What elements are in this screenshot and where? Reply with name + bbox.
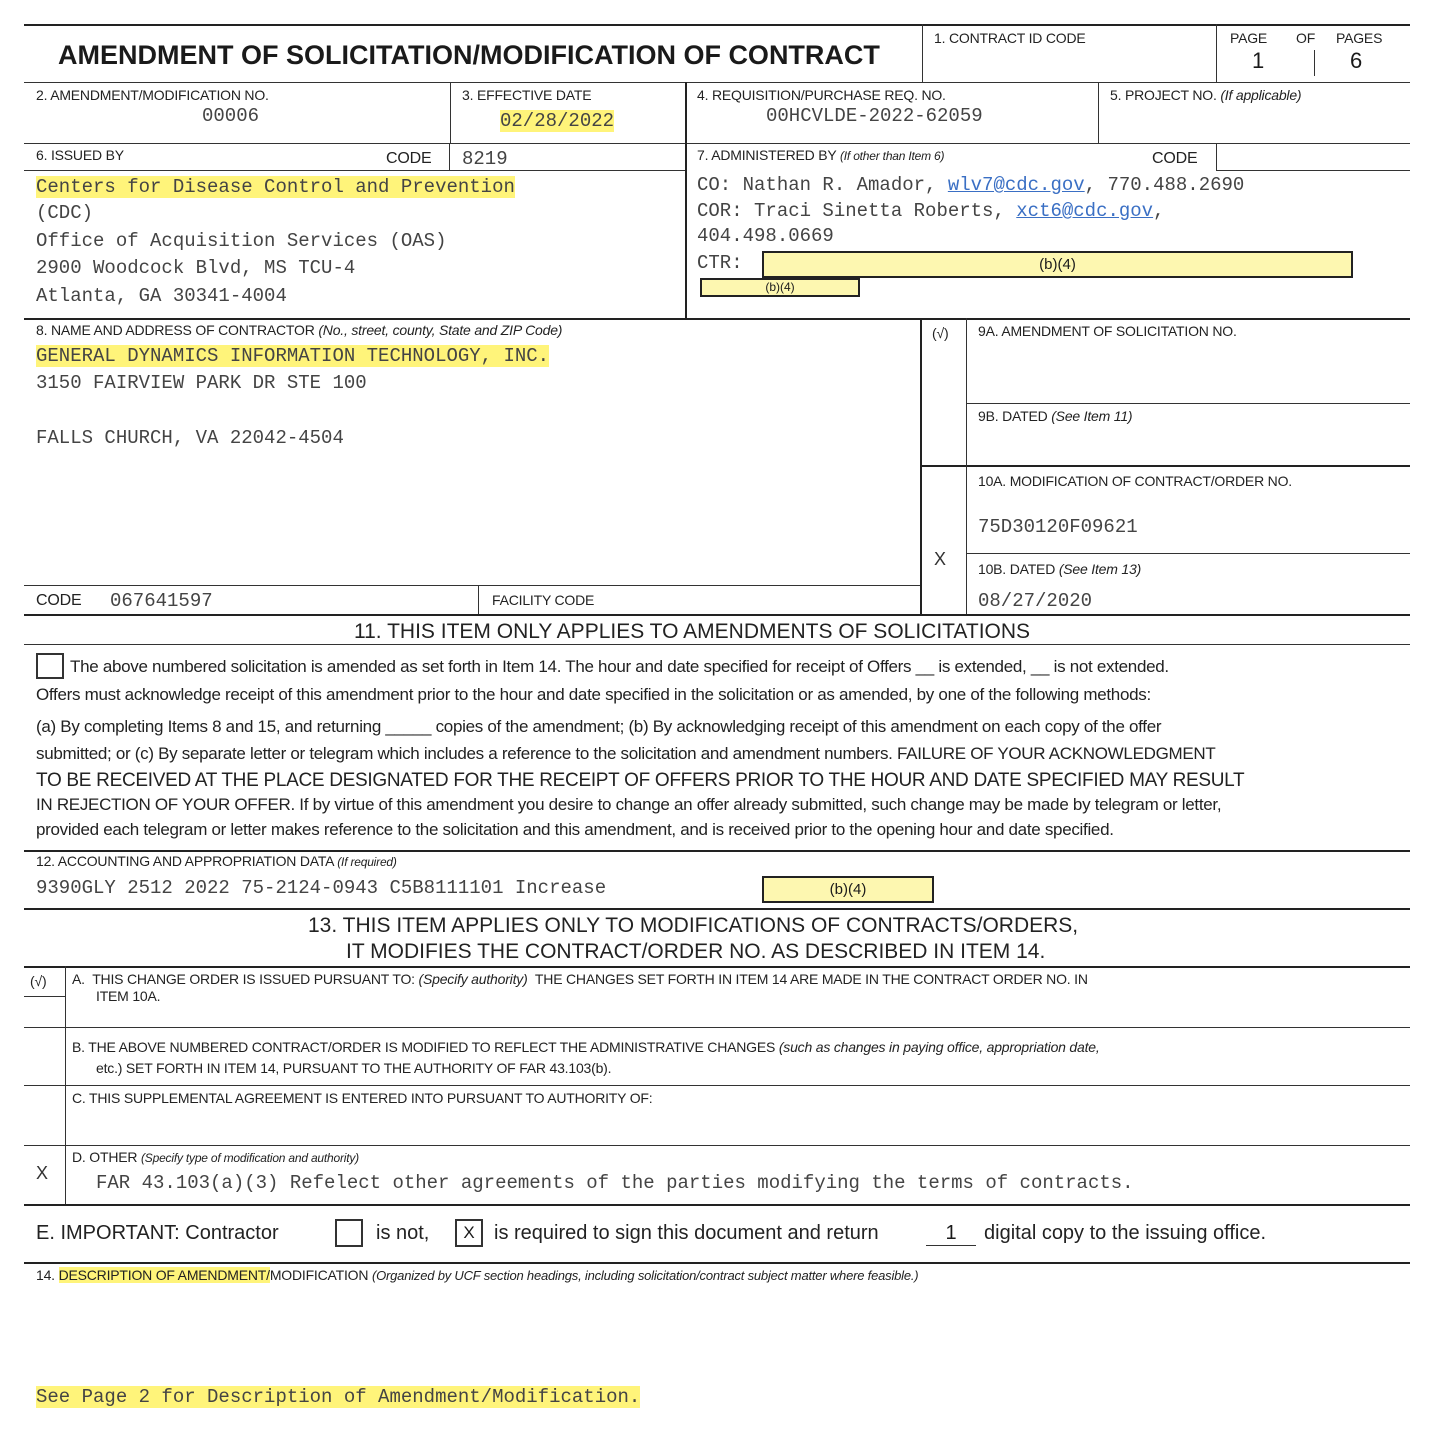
rule-11 bbox=[24, 614, 1410, 616]
item13-d-value: FAR 43.103(a)(3) Refelect other agreements of the parties modifying the terms of contracts. bbox=[96, 1172, 1134, 1194]
rule-12 bbox=[24, 850, 1410, 852]
item11-line7: provided each telegram or letter makes reference to the solicitation and this amendment, and is received prior to the opening hour and date specified. bbox=[36, 820, 1114, 839]
rule-row3 bbox=[24, 143, 1410, 144]
cor-email-link[interactable]: xct6@cdc.gov bbox=[1016, 200, 1154, 222]
10b-value: 08/27/2020 bbox=[978, 590, 1093, 612]
issuer-line4: 2900 Woodcock Blvd, MS TCU-4 bbox=[36, 257, 356, 279]
rule-13b bbox=[24, 1027, 1410, 1028]
ctr-redaction-1: (b)(4) bbox=[762, 251, 1353, 278]
vrule-2c bbox=[1098, 82, 1099, 143]
rule-code bbox=[24, 585, 920, 586]
rule-13d bbox=[24, 1145, 1410, 1146]
page-number: 1 bbox=[1252, 48, 1265, 73]
page-label: PAGE bbox=[1230, 30, 1268, 46]
rule-13a bbox=[24, 966, 1410, 968]
item11-title: 11. THIS ITEM ONLY APPLIES TO AMENDMENTS OF SOLICITATIONS bbox=[354, 620, 1031, 643]
vrule-check2 bbox=[966, 318, 967, 614]
requisition-value: 00HCVLDE-2022-62059 bbox=[766, 105, 983, 127]
rule-9b bbox=[966, 403, 1410, 404]
effective-date-value: 02/28/2022 bbox=[500, 110, 615, 132]
rule-row4 bbox=[24, 318, 1410, 320]
issuer-line3: Office of Acquisition Services (OAS) bbox=[36, 230, 447, 252]
issuer-line5: Atlanta, GA 30341-4004 bbox=[36, 285, 287, 307]
rule-13check-under bbox=[24, 996, 65, 997]
10a-label: 10A. MODIFICATION OF CONTRACT/ORDER NO. bbox=[978, 473, 1292, 489]
is-not-checkbox[interactable] bbox=[335, 1219, 363, 1247]
issuer-name: Centers for Disease Control and Prevention bbox=[36, 176, 515, 198]
item14-label: 14. DESCRIPTION OF AMENDMENT/MODIFICATION (Organized by UCF section headings, including solicitation/contract subject matter where feasible.) bbox=[36, 1267, 919, 1283]
rule-10b bbox=[966, 553, 1410, 554]
rule-row2 bbox=[24, 82, 1410, 83]
item11-line1: The above numbered solicitation is amended as set forth in Item 14. The hour and date specified for receipt of Offers __ is extended, __ is not extended. bbox=[70, 657, 1169, 676]
requisition-label: 4. REQUISITION/PURCHASE REQ. NO. bbox=[697, 87, 946, 103]
10b-label: 10B. DATED (See Item 13) bbox=[978, 561, 1142, 577]
9a-label: 9A. AMENDMENT OF SOLICITATION NO. bbox=[978, 323, 1237, 339]
item11-line4: submitted; or (c) By separate letter or telegram which includes a reference to the solicitation and amendment numbers. FAILURE OF YOUR ACKNOWLEDGMENT bbox=[36, 744, 1216, 763]
item11-line5: TO BE RECEIVED AT THE PLACE DESIGNATED FOR THE RECEIPT OF OFFERS PRIOR TO THE HOUR AND DATE SPECIFIED MAY RESULT bbox=[36, 770, 1245, 791]
item14-body: See Page 2 for Description of Amendment/Modification. bbox=[36, 1386, 641, 1408]
item13-d-label: D. OTHER (Specify type of modification and authority) bbox=[72, 1149, 359, 1165]
co-line: CO: Nathan R. Amador, wlv7@cdc.gov, 770.488.2690 bbox=[697, 174, 1245, 196]
pages-label: PAGES bbox=[1336, 30, 1383, 46]
vrule-facility bbox=[478, 585, 479, 614]
is-required-checkbox[interactable]: X bbox=[455, 1219, 483, 1247]
administered-by-label: 7. ADMINISTERED BY (If other than Item 6) bbox=[697, 147, 945, 163]
administered-code-label: CODE bbox=[1152, 150, 1198, 167]
co-email-link[interactable]: wlv7@cdc.gov bbox=[947, 174, 1085, 196]
item11-checkbox[interactable] bbox=[36, 653, 64, 679]
contractor-addr1: 3150 FAIRVIEW PARK DR STE 100 bbox=[36, 372, 367, 394]
issuer-line2: (CDC) bbox=[36, 202, 94, 224]
pages-total: 6 bbox=[1350, 48, 1363, 73]
item-e-mid: is required to sign this document and return bbox=[494, 1222, 879, 1244]
item12-label: 12. ACCOUNTING AND APPROPRIATION DATA (If required) bbox=[36, 853, 397, 869]
vrule-2b bbox=[685, 82, 687, 318]
rule-13 bbox=[24, 908, 1410, 910]
cor-line: COR: Traci Sinetta Roberts, xct6@cdc.gov, bbox=[697, 200, 1165, 222]
issued-code-value: 8219 bbox=[462, 148, 508, 170]
item13-c: C. THIS SUPPLEMENTAL AGREEMENT IS ENTERED INTO PURSUANT TO AUTHORITY OF: bbox=[72, 1090, 653, 1106]
form-title: AMENDMENT OF SOLICITATION/MODIFICATION OF CONTRACT bbox=[58, 40, 880, 70]
rule-14 bbox=[24, 1262, 1410, 1264]
contractor-label: 8. NAME AND ADDRESS OF CONTRACTOR (No., street, county, State and ZIP Code) bbox=[36, 322, 563, 338]
copies-value: 1 bbox=[926, 1222, 976, 1246]
item-e-prefix: E. IMPORTANT: Contractor bbox=[36, 1222, 279, 1244]
vrule-code6 bbox=[449, 143, 450, 170]
item-e-is-not: is not, bbox=[376, 1222, 430, 1244]
item13-title1: 13. THIS ITEM APPLIES ONLY TO MODIFICATIONS OF CONTRACTS/ORDERS, bbox=[308, 914, 1079, 937]
ctr-redaction-2: (b)(4) bbox=[700, 278, 860, 297]
check-header-8: (√) bbox=[932, 325, 949, 341]
effective-date-label: 3. EFFECTIVE DATE bbox=[462, 87, 592, 103]
item13-check-header: (√) bbox=[30, 973, 47, 989]
item11-line6: IN REJECTION OF YOUR OFFER. If by virtue of this amendment you desire to change an offer already submitted, such change may be made by telegram or letter, bbox=[36, 795, 1222, 814]
rule-10a bbox=[920, 465, 1410, 467]
page-divider bbox=[1314, 50, 1315, 76]
vrule-page bbox=[1216, 24, 1217, 82]
vrule-2a bbox=[450, 82, 451, 143]
item13-d-x-mark: X bbox=[36, 1163, 49, 1183]
vrule-check bbox=[920, 318, 922, 614]
9b-label: 9B. DATED (See Item 11) bbox=[978, 408, 1133, 424]
contractor-code-label: CODE bbox=[36, 592, 82, 609]
cor-phone: 404.498.0669 bbox=[697, 225, 834, 247]
item13-title2: IT MODIFIES THE CONTRACT/ORDER NO. AS DESCRIBED IN ITEM 14. bbox=[346, 940, 1046, 963]
contractor-name: GENERAL DYNAMICS INFORMATION TECHNOLOGY, INC. bbox=[36, 345, 550, 367]
rule-row3c bbox=[1216, 170, 1410, 171]
item13-b-line1: B. THE ABOVE NUMBERED CONTRACT/ORDER IS MODIFIED TO REFLECT THE ADMINISTRATIVE CHANGES (such as changes in paying office, appropriation date, bbox=[72, 1039, 1100, 1055]
contractor-code-value: 067641597 bbox=[110, 590, 213, 612]
item12-value: 9390GLY 2512 2022 75-2124-0943 C5B8111101 Increase bbox=[36, 877, 607, 899]
item13-a-line2: ITEM 10A. bbox=[96, 988, 161, 1004]
rule-top bbox=[24, 24, 1410, 26]
item10-x-mark: X bbox=[934, 549, 947, 569]
of-label: OF bbox=[1296, 30, 1316, 46]
contractor-addr2: FALLS CHURCH, VA 22042-4504 bbox=[36, 427, 344, 449]
contract-id-label: 1. CONTRACT ID CODE bbox=[934, 30, 1086, 46]
item13-a-line1: A. THIS CHANGE ORDER IS ISSUED PURSUANT TO: (Specify authority) THE CHANGES SET FORTH IN ITEM 14 ARE MADE IN THE CONTRACT ORDER NO. IN bbox=[72, 971, 1088, 987]
rule-row3b bbox=[24, 170, 686, 171]
item-e-suffix: digital copy to the issuing office. bbox=[984, 1222, 1267, 1244]
item11-line3: (a) By completing Items 8 and 15, and returning _____ copies of the amendment; (b) By acknowledging receipt of this amendment on each copy of the offer bbox=[36, 717, 1162, 736]
project-no-label: 5. PROJECT NO. (If applicable) bbox=[1110, 87, 1302, 103]
vrule-13check bbox=[65, 966, 66, 1204]
issued-code-label: CODE bbox=[386, 150, 432, 167]
item13-b-line2: etc.) SET FORTH IN ITEM 14, PURSUANT TO THE AUTHORITY OF FAR 43.103(b). bbox=[96, 1060, 612, 1076]
rule-13c bbox=[24, 1085, 1410, 1086]
amendment-no-label: 2. AMENDMENT/MODIFICATION NO. bbox=[36, 87, 269, 103]
item12-redaction: (b)(4) bbox=[762, 876, 934, 903]
issued-by-label: 6. ISSUED BY bbox=[36, 147, 124, 163]
vrule-1 bbox=[922, 24, 923, 82]
amendment-no-value: 00006 bbox=[202, 105, 260, 127]
item11-line2: Offers must acknowledge receipt of this amendment prior to the hour and date specified in the solicitation or as amended, by one of the following methods: bbox=[36, 685, 1151, 704]
facility-code-label: FACILITY CODE bbox=[492, 592, 595, 608]
10a-value: 75D30120F09621 bbox=[978, 516, 1138, 538]
ctr-label: CTR: bbox=[697, 252, 743, 274]
vrule-code7 bbox=[1216, 143, 1217, 170]
rule-e bbox=[24, 1204, 1410, 1206]
rule-11b bbox=[24, 644, 1410, 645]
